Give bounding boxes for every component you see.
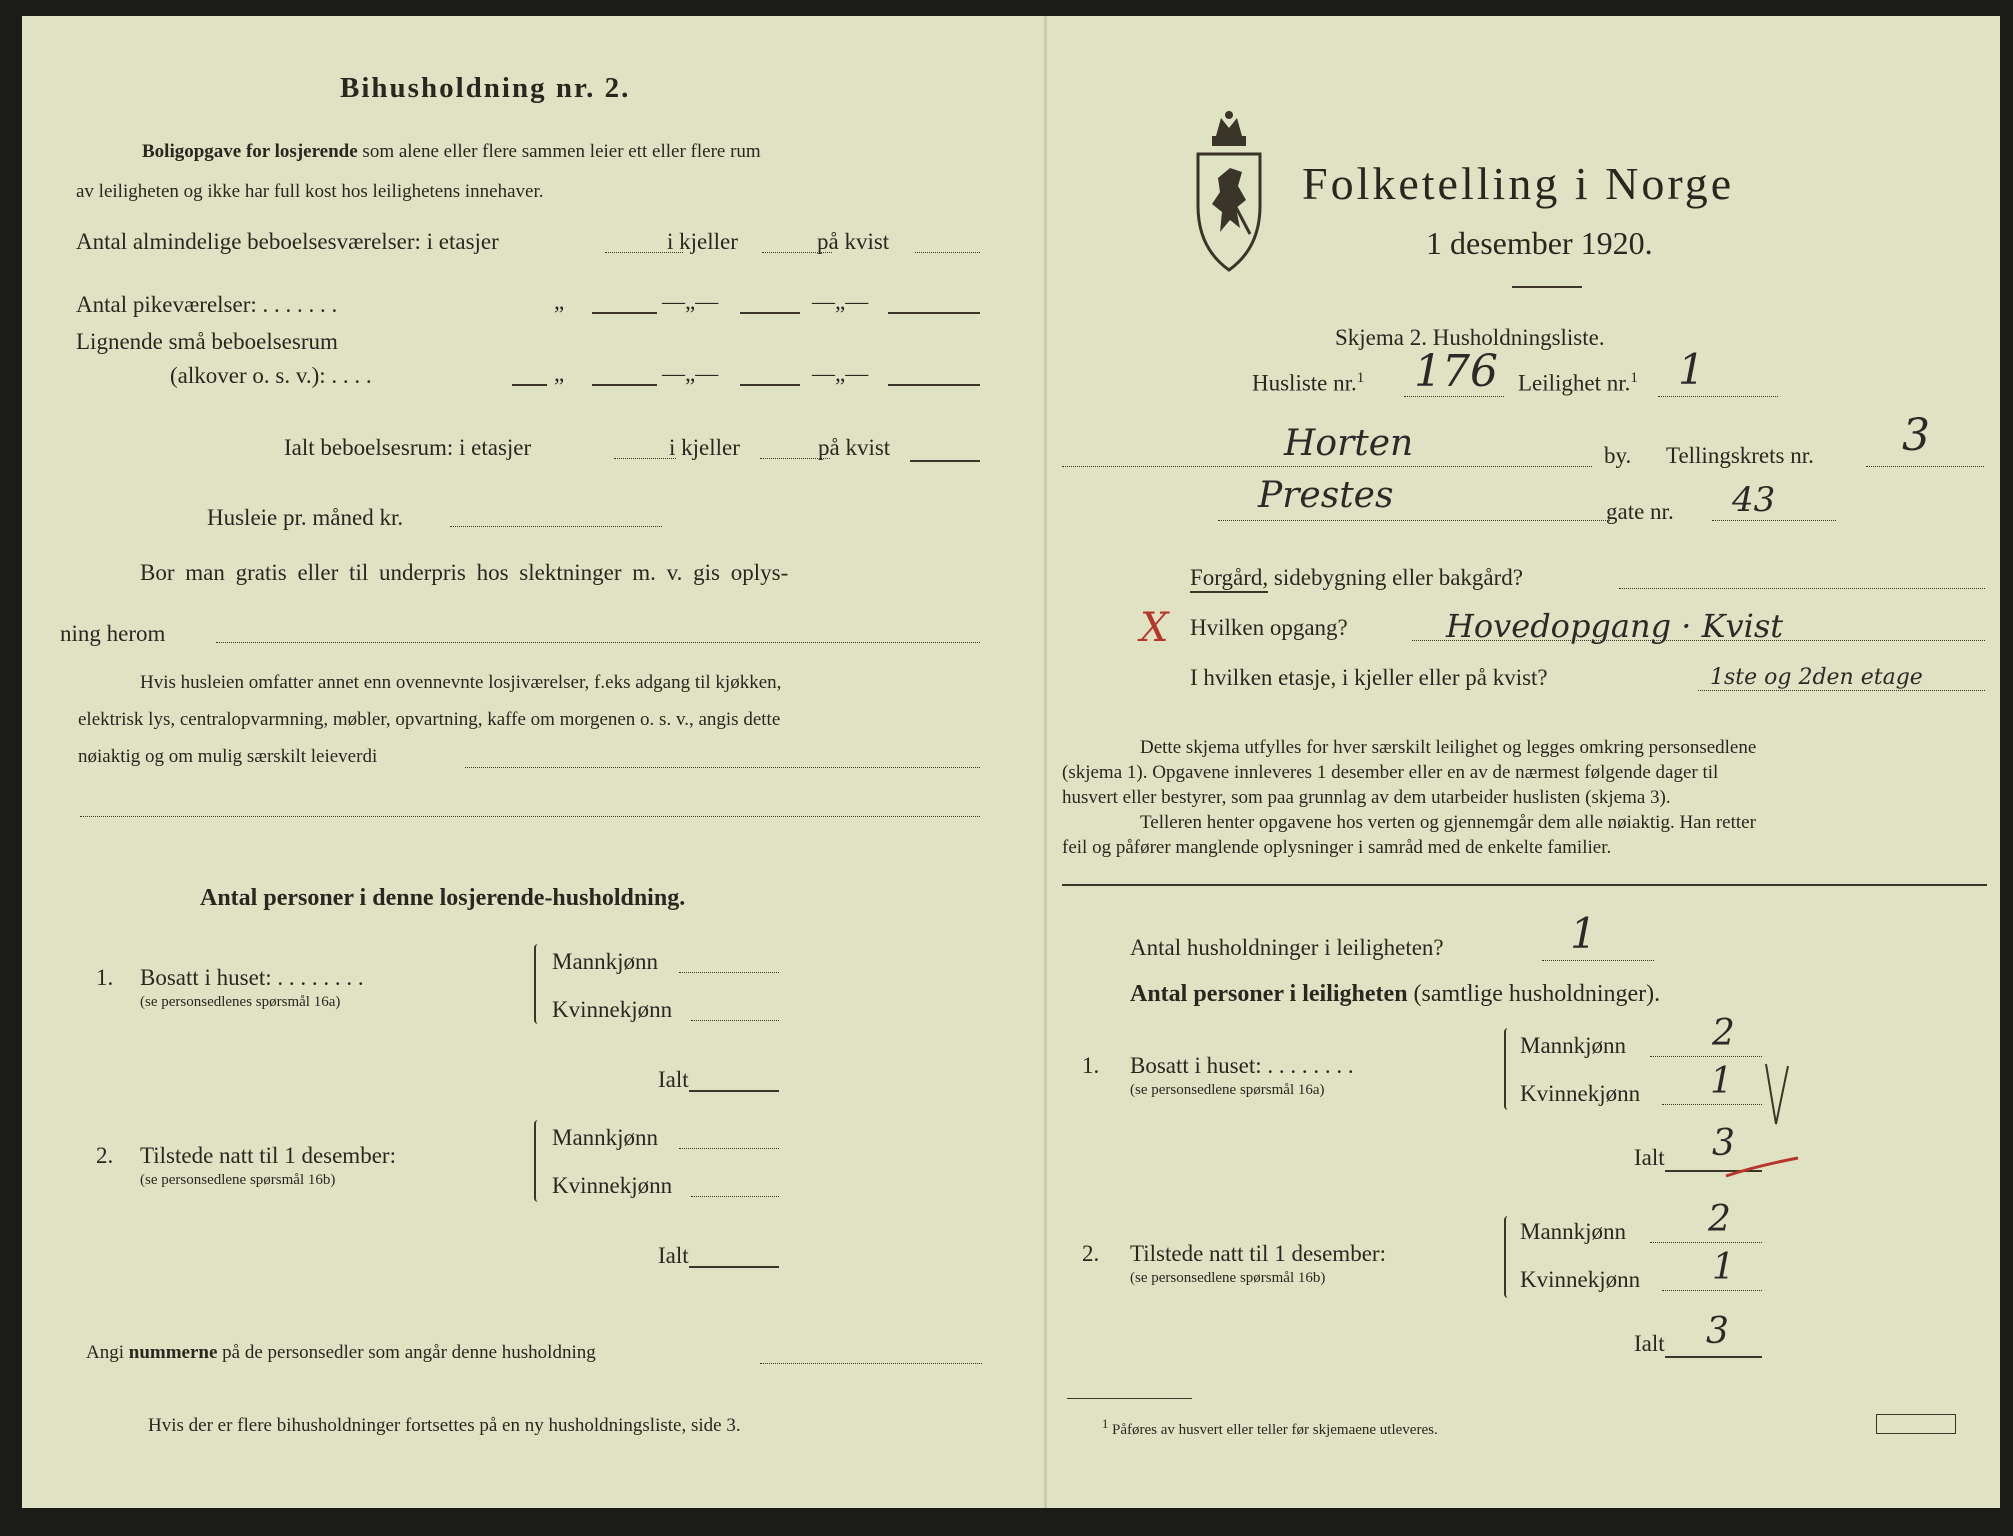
- footnote-rule: [1067, 1398, 1192, 1399]
- households-value: 1: [1570, 909, 1597, 958]
- census-form-page: [22, 16, 2000, 1508]
- krets-value: 3: [1902, 410, 1930, 461]
- right-q1-total-value: 3: [1712, 1123, 1735, 1164]
- leilighet-line: [1658, 396, 1778, 397]
- intro-rest: som alene eller flere sammen leier ett eller flere rum: [362, 141, 761, 162]
- pike-line-2: [740, 312, 800, 314]
- pike-label: Antal pikeværelser: . . . . . . .: [76, 292, 338, 317]
- right-persons-heading: [1130, 980, 1660, 1008]
- left-q2-female: Kvinnekjønn: [552, 1173, 673, 1198]
- persons-heading-rest: (samtlige husholdninger).: [1413, 981, 1661, 1007]
- pike-line-1: [592, 312, 657, 314]
- schema-label: Skjema 2. Husholdningsliste.: [1335, 325, 1605, 350]
- street-value: Prestes: [1258, 475, 1394, 516]
- small-ditto-3: —„—: [812, 361, 869, 386]
- left-q1-female: Kvinnekjønn: [552, 997, 673, 1022]
- by-label: by.: [1604, 443, 1632, 468]
- right-q1-label: Bosatt i huset: . . . . . . . .: [1130, 1053, 1354, 1078]
- right-q1-num: 1.: [1082, 1053, 1100, 1078]
- right-q1-male-line: [1650, 1056, 1762, 1057]
- angi-pre: Angi: [86, 1342, 124, 1363]
- rooms-kvist-label: på kvist: [817, 229, 890, 254]
- right-q2-total-value: 3: [1706, 1311, 1729, 1352]
- continue-note: Hvis der er flere bihusholdninger fortsettes på en ny husholdningsliste, side 3.: [148, 1415, 741, 1436]
- angi-post: på de personsedler som angår denne husholdning: [222, 1342, 596, 1363]
- incl-line2: elektrisk lys, centralopvarmning, møbler, opvartning, kaffe om morgenen o. s. v., angis dette: [78, 709, 781, 730]
- right-q2-total-line: [1665, 1356, 1762, 1358]
- krets-line: [1866, 466, 1984, 467]
- free-line2: ning herom: [60, 621, 166, 646]
- floor-question: I hvilken etasje, i kjeller eller på kvist?: [1190, 665, 1548, 690]
- leilighet-footnote: 1: [1630, 370, 1638, 386]
- footnote-row: [1102, 1414, 1438, 1440]
- leilighet-label-text: Leilighet nr.: [1518, 370, 1631, 396]
- city-value: Horten: [1284, 423, 1414, 464]
- entrance-question: Hvilken opgang?: [1190, 615, 1348, 640]
- right-q2-num: 2.: [1082, 1241, 1100, 1266]
- left-persons-heading: Antal personer i denne losjerende-husholdning.: [200, 885, 686, 911]
- ialt-etasjer-line: [614, 458, 676, 459]
- husliste-value: 176: [1414, 346, 1498, 397]
- info-line2: (skjema 1). Opgavene innleveres 1 desember eller en av de nærmest følgende dager til: [1062, 762, 1719, 783]
- entrance-line: [1412, 640, 1985, 641]
- right-date: 1 desember 1920.: [1426, 225, 1653, 261]
- right-q1-brace: [1504, 1028, 1514, 1110]
- angi-line: [86, 1341, 596, 1365]
- pike-line-3: [888, 312, 980, 314]
- right-q1-female-line: [1662, 1104, 1762, 1105]
- rooms-label: Antal almindelige beboelsesværelser: i etasjer: [76, 229, 499, 254]
- small-rooms-line1: Lignende små beboelsesrum: [76, 329, 338, 354]
- street-line: [1218, 520, 1610, 521]
- small-ditto-1: „: [554, 361, 565, 386]
- left-q1-female-line: [691, 1020, 779, 1021]
- left-q1-num: 1.: [96, 965, 114, 990]
- norway-coat-of-arms-icon: [1190, 108, 1268, 278]
- title-rule: [1512, 286, 1582, 288]
- left-q2-note: (se personsedlene spørsmål 16b): [140, 1172, 336, 1188]
- left-q1-total: Ialt: [658, 1067, 689, 1092]
- floor-line: [1698, 690, 1985, 691]
- left-q2-total: Ialt: [658, 1243, 689, 1268]
- left-q2-brace: [534, 1120, 544, 1202]
- info-line1: Dette skjema utfylles for hver særskilt leilighet og legges omkring personsedlene: [1140, 737, 1757, 758]
- left-q2-male-line: [679, 1148, 779, 1149]
- left-q1-male-line: [679, 972, 779, 973]
- footnote-marker: 1: [1102, 1417, 1109, 1431]
- angi-bold: nummerne: [128, 1342, 218, 1363]
- floor-value: 1ste og 2den etage: [1710, 665, 1923, 690]
- right-q1-male-value: 2: [1712, 1013, 1735, 1054]
- left-q1-male: Mannkjønn: [552, 949, 659, 974]
- households-question: Antal husholdninger i leiligheten?: [1130, 935, 1444, 960]
- red-correction-stroke-icon: [1722, 1148, 1802, 1184]
- gate-label: gate nr.: [1606, 499, 1674, 524]
- printer-stamp: [1876, 1414, 1956, 1434]
- husliste-label: [1252, 368, 1364, 398]
- gate-value: 43: [1732, 480, 1776, 520]
- small-line-1: [592, 384, 657, 386]
- right-q2-total: Ialt: [1634, 1331, 1665, 1356]
- pike-ditto-2: —„—: [662, 289, 719, 314]
- ialt-kvist-label: på kvist: [818, 435, 891, 460]
- gate-line: [1712, 520, 1836, 521]
- info-line5: feil og påfører manglende oplysninger i samråd med de enkelte familier.: [1062, 837, 1612, 858]
- rent-line: [450, 526, 662, 527]
- check-tick-icon: [1762, 1060, 1792, 1130]
- right-q2-note: (se personsedlene spørsmål 16b): [1130, 1270, 1326, 1286]
- ialt-rooms-label: Ialt beboelsesrum: i etasjer: [284, 435, 532, 460]
- footnote-text: Påføres av husvert eller teller før skjemaene utleveres.: [1112, 1422, 1438, 1438]
- krets-label: Tellingskrets nr.: [1666, 443, 1814, 468]
- rent-label: Husleie pr. måned kr.: [207, 505, 404, 530]
- yard-line: [1619, 588, 1985, 589]
- incl-extra-line: [80, 816, 980, 817]
- right-q1-total: Ialt: [1634, 1145, 1665, 1170]
- info-line3: husvert eller bestyrer, som paa grunnlag av dem utarbeider huslisten (skjema 3).: [1062, 787, 1671, 808]
- info-rule: [1062, 884, 1987, 886]
- right-q2-label: Tilstede natt til 1 desember:: [1130, 1241, 1386, 1266]
- left-intro: [142, 140, 761, 164]
- forgaard-underline: [1190, 591, 1268, 593]
- info-line4: Telleren henter opgavene hos verten og gjennemgår dem alle nøiaktig. Han retter: [1140, 812, 1756, 833]
- right-q2-female-value: 1: [1712, 1247, 1735, 1288]
- city-line: [1062, 466, 1592, 467]
- small-line-3: [888, 384, 980, 386]
- left-q2-total-line: [689, 1266, 779, 1268]
- right-q2-male: Mannkjønn: [1520, 1219, 1627, 1244]
- left-q2-num: 2.: [96, 1143, 114, 1168]
- husliste-line: [1404, 396, 1504, 397]
- right-q2-female-line: [1662, 1290, 1762, 1291]
- left-q2-female-line: [691, 1196, 779, 1197]
- free-line1: Bor man gratis eller til underpris hos slektninger m. v. gis oplys-: [140, 560, 789, 585]
- left-q1-note: (se personsedlenes spørsmål 16a): [140, 994, 341, 1010]
- right-q2-male-value: 2: [1708, 1199, 1731, 1240]
- incl-line1: Hvis husleien omfatter annet enn ovennevnte losjiværelser, f.eks adgang til kjøkken,: [140, 672, 782, 693]
- entrance-value: Hovedopgang · Kvist: [1446, 607, 1784, 645]
- right-q2-female: Kvinnekjønn: [1520, 1267, 1641, 1292]
- intro-bold: Boligopgave for losjerende: [142, 141, 358, 162]
- households-line: [1542, 960, 1654, 961]
- rooms-kvist-line: [915, 252, 980, 253]
- right-q2-male-line: [1650, 1242, 1762, 1243]
- right-q1-male: Mannkjønn: [1520, 1033, 1627, 1058]
- left-q1-total-line: [689, 1090, 779, 1092]
- yard-question: Forgård, sidebygning eller bakgård?: [1190, 565, 1523, 590]
- persons-heading-bold: Antal personer i leiligheten: [1130, 981, 1408, 1007]
- free-line: [216, 642, 980, 643]
- right-q2-brace: [1504, 1216, 1514, 1298]
- small-ditto-2: —„—: [662, 361, 719, 386]
- incl-line3: nøiaktig og om mulig særskilt leieverdi: [78, 746, 378, 767]
- pike-ditto-3: —„—: [812, 289, 869, 314]
- ialt-kjeller-label: i kjeller: [669, 435, 740, 460]
- ialt-kvist-line: [910, 460, 980, 462]
- right-q1-note: (se personsedlene spørsmål 16a): [1130, 1082, 1325, 1098]
- small-line-2: [740, 384, 800, 386]
- entrance-check-mark: X: [1140, 605, 1169, 651]
- leilighet-label: [1518, 368, 1638, 398]
- left-q2-label: Tilstede natt til 1 desember:: [140, 1143, 396, 1168]
- angi-fill-line: [760, 1363, 982, 1364]
- right-title: Folketelling i Norge: [1302, 158, 1735, 209]
- husliste-label-text: Husliste nr.: [1252, 370, 1357, 396]
- right-q1-female: Kvinnekjønn: [1520, 1081, 1641, 1106]
- pike-ditto-1: „: [554, 289, 565, 314]
- husliste-footnote: 1: [1356, 370, 1365, 386]
- left-q1-brace: [534, 944, 544, 1024]
- left-q2-male: Mannkjønn: [552, 1125, 659, 1150]
- small-line-0: [512, 384, 547, 386]
- leilighet-value: 1: [1678, 345, 1705, 394]
- rooms-kjeller-label: i kjeller: [667, 229, 738, 254]
- left-q1-label: Bosatt i huset: . . . . . . . .: [140, 965, 364, 990]
- left-intro-line2: av leiligheten og ikke har full kost hos leilighetens innehaver.: [76, 181, 544, 202]
- small-rooms-line2: (alkover o. s. v.): . . . .: [170, 363, 372, 388]
- right-q1-female-value: 1: [1710, 1061, 1733, 1102]
- incl-line: [465, 767, 980, 768]
- left-title: Bihusholdning nr. 2.: [340, 72, 631, 104]
- center-fold: [1044, 16, 1047, 1508]
